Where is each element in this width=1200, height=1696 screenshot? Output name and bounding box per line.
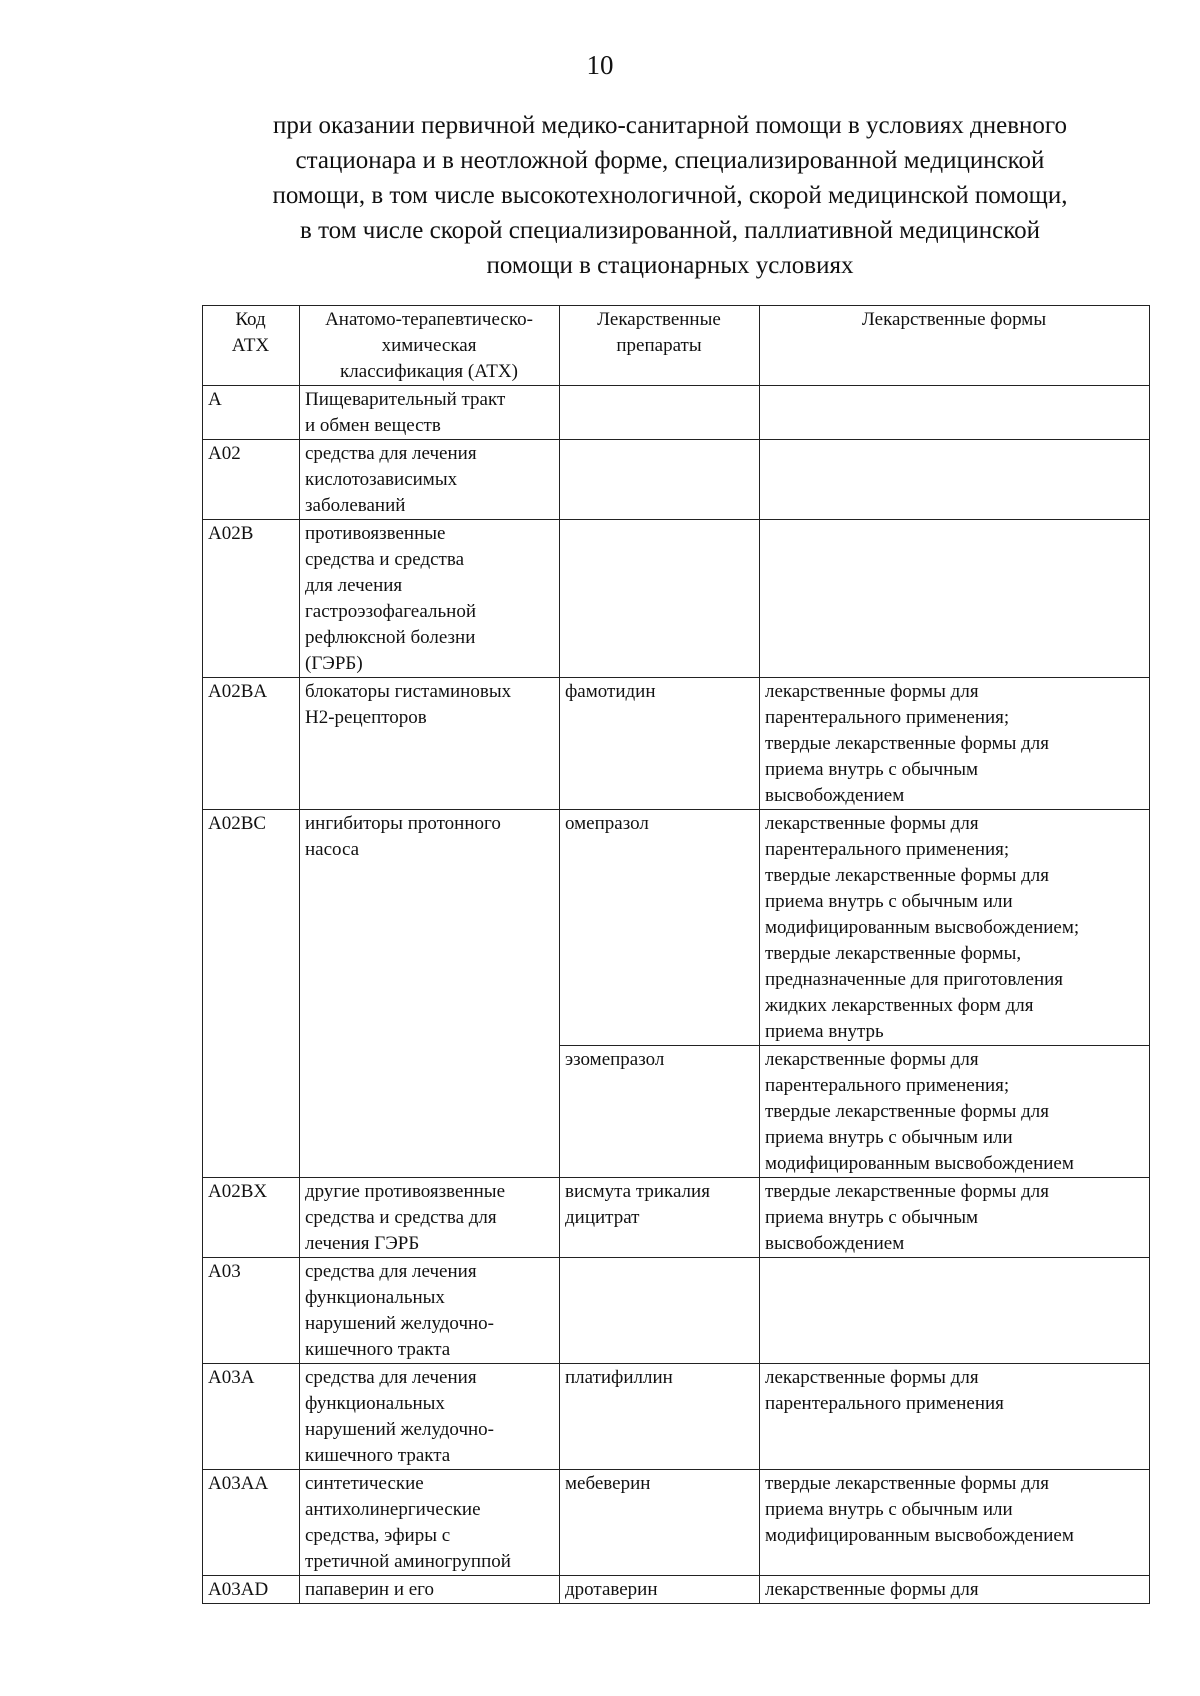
classification-cell bbox=[300, 1576, 560, 1604]
table-row bbox=[203, 1178, 1150, 1258]
classification-cell-line: Пищеварительный тракт bbox=[305, 389, 506, 410]
forms-cell-line: приема внутрь с обычным или bbox=[765, 891, 1013, 912]
forms-cell-line: твердые лекарственные формы для bbox=[765, 865, 1050, 886]
classification-cell-line: третичной аминогруппой bbox=[305, 1551, 511, 1572]
forms-cell-line: лекарственные формы для bbox=[765, 813, 979, 834]
classification-cell-line: другие противоязвенные bbox=[305, 1181, 506, 1202]
forms-cell bbox=[760, 386, 1150, 440]
forms-cell-line: парентерального применения; bbox=[765, 839, 1010, 860]
drug-cell-line: мебеверин bbox=[565, 1473, 651, 1494]
heading-line: в том числе скорой специализированной, паллиативной медицинской bbox=[300, 217, 1040, 244]
forms-cell-line: приема внутрь с обычным или bbox=[765, 1127, 1013, 1148]
forms-cell-line: модифицированным высвобождением bbox=[765, 1525, 1074, 1546]
classification-cell-line: средства, эфиры с bbox=[305, 1525, 451, 1546]
forms-cell-line: лекарственные формы для bbox=[765, 681, 979, 702]
classification-cell-line: кишечного тракта bbox=[305, 1339, 451, 1360]
classification-cell-line: кишечного тракта bbox=[305, 1445, 451, 1466]
forms-cell-line: высвобождением bbox=[765, 1233, 905, 1254]
table-row bbox=[203, 678, 1150, 810]
atx-code-cell: A03AD bbox=[203, 1576, 300, 1604]
forms-cell bbox=[760, 1258, 1150, 1364]
forms-cell bbox=[760, 1576, 1150, 1604]
table-row bbox=[203, 810, 1150, 1046]
classification-cell-line: заболеваний bbox=[305, 495, 406, 516]
forms-cell-line: твердые лекарственные формы для bbox=[765, 1101, 1050, 1122]
classification-cell-line: рефлюксной болезни bbox=[305, 627, 476, 648]
classification-cell bbox=[300, 386, 560, 440]
heading-line: помощи в стационарных условиях bbox=[486, 252, 854, 279]
forms-cell bbox=[760, 1364, 1150, 1470]
classification-cell bbox=[300, 678, 560, 810]
classification-cell-line: средства для лечения bbox=[305, 1261, 477, 1282]
classification-cell-line: функциональных bbox=[305, 1393, 445, 1414]
forms-cell-line: парентерального применения; bbox=[765, 707, 1010, 728]
atx-code-cell: A02B bbox=[203, 520, 300, 678]
drug-cell bbox=[560, 440, 760, 520]
forms-cell-line: твердые лекарственные формы, bbox=[765, 943, 1022, 964]
drug-cell bbox=[560, 1258, 760, 1364]
classification-cell-line: и обмен веществ bbox=[305, 415, 441, 436]
table-row bbox=[203, 1470, 1150, 1576]
forms-cell-line: твердые лекарственные формы для bbox=[765, 1181, 1050, 1202]
table-row bbox=[203, 440, 1150, 520]
forms-cell-line: лекарственные формы для bbox=[765, 1579, 979, 1600]
drug-cell-line: омепразол bbox=[565, 813, 649, 834]
forms-cell bbox=[760, 1046, 1150, 1178]
classification-cell bbox=[300, 1258, 560, 1364]
atx-drug-table bbox=[202, 305, 1150, 1604]
heading-line: при оказании первичной медико-санитарной помощи в условиях дневного bbox=[272, 112, 1068, 139]
header-classification: Анатомо-терапевтическо- химическая классификация (АТХ) bbox=[300, 306, 560, 386]
forms-cell-line: модифицированным высвобождением; bbox=[765, 917, 1080, 938]
drug-cell bbox=[560, 1046, 760, 1178]
drug-cell bbox=[560, 1576, 760, 1604]
classification-cell-line: средства для лечения bbox=[305, 443, 477, 464]
drug-cell bbox=[560, 678, 760, 810]
heading-line: стационара и в неотложной форме, специализированной медицинской bbox=[295, 147, 1045, 174]
atx-code-cell: A03A bbox=[203, 1364, 300, 1470]
forms-cell-line: высвобождением bbox=[765, 785, 905, 806]
atx-code-cell: A02BC bbox=[203, 810, 300, 1178]
header-code: Код АТХ bbox=[203, 306, 300, 386]
classification-cell-line: нарушений желудочно- bbox=[305, 1419, 494, 1440]
page-number: 10 bbox=[586, 50, 614, 80]
classification-cell-line: противоязвенные bbox=[305, 523, 446, 544]
forms-cell-line: парентерального применения; bbox=[765, 1075, 1010, 1096]
classification-cell bbox=[300, 520, 560, 678]
drug-cell-line: платифиллин bbox=[565, 1367, 673, 1388]
classification-cell-line: H2-рецепторов bbox=[305, 707, 427, 728]
document-heading bbox=[200, 108, 1140, 283]
classification-cell bbox=[300, 440, 560, 520]
classification-cell-line: средства и средства для bbox=[305, 1207, 497, 1228]
forms-cell-line: парентерального применения bbox=[765, 1393, 1004, 1414]
header-drug: Лекарственные препараты bbox=[560, 306, 760, 386]
classification-cell-line: кислотозависимых bbox=[305, 469, 458, 490]
table-header-row bbox=[203, 306, 1150, 386]
header-forms: Лекарственные формы bbox=[760, 306, 1150, 386]
drug-cell bbox=[560, 1364, 760, 1470]
forms-cell bbox=[760, 678, 1150, 810]
forms-cell-line: приема внутрь с обычным bbox=[765, 759, 979, 780]
drug-cell-line: эзомепразол bbox=[565, 1049, 665, 1070]
table-row bbox=[203, 520, 1150, 678]
classification-cell bbox=[300, 1470, 560, 1576]
forms-cell-line: лекарственные формы для bbox=[765, 1367, 979, 1388]
atx-code-cell: A bbox=[203, 386, 300, 440]
classification-cell-line: насоса bbox=[305, 839, 360, 860]
classification-cell-line: ингибиторы протонного bbox=[305, 813, 501, 834]
forms-cell bbox=[760, 1178, 1150, 1258]
drug-cell bbox=[560, 520, 760, 678]
classification-cell bbox=[300, 1364, 560, 1470]
forms-cell bbox=[760, 810, 1150, 1046]
classification-cell bbox=[300, 810, 560, 1178]
forms-cell-line: предназначенные для приготовления bbox=[765, 969, 1064, 990]
table-body bbox=[203, 386, 1150, 1604]
classification-cell-line: блокаторы гистаминовых bbox=[305, 681, 512, 702]
table-row bbox=[203, 1576, 1150, 1604]
drug-cell bbox=[560, 1178, 760, 1258]
forms-cell bbox=[760, 440, 1150, 520]
forms-cell bbox=[760, 520, 1150, 678]
heading-line: помощи, в том числе высокотехнологичной, скорой медицинской помощи, bbox=[272, 182, 1068, 209]
classification-cell-line: синтетические bbox=[305, 1473, 424, 1494]
classification-cell-line: средства и средства bbox=[305, 549, 465, 570]
forms-cell-line: твердые лекарственные формы для bbox=[765, 733, 1050, 754]
forms-cell-line: приема внутрь с обычным или bbox=[765, 1499, 1013, 1520]
classification-cell-line: функциональных bbox=[305, 1287, 445, 1308]
classification-cell-line: средства для лечения bbox=[305, 1367, 477, 1388]
forms-cell-line: приема внутрь с обычным bbox=[765, 1207, 979, 1228]
atx-code-cell: A03AA bbox=[203, 1470, 300, 1576]
forms-cell-line: модифицированным высвобождением bbox=[765, 1153, 1074, 1174]
drug-cell bbox=[560, 386, 760, 440]
classification-cell-line: лечения ГЭРБ bbox=[305, 1233, 420, 1254]
classification-cell-line: гастроэзофагеальной bbox=[305, 601, 477, 622]
forms-cell-line: жидких лекарственных форм для bbox=[765, 995, 1034, 1016]
forms-cell bbox=[760, 1470, 1150, 1576]
drug-cell-line: фамотидин bbox=[565, 681, 656, 702]
atx-code-cell: A03 bbox=[203, 1258, 300, 1364]
forms-cell-line: приема внутрь bbox=[765, 1021, 884, 1042]
drug-cell bbox=[560, 810, 760, 1046]
classification-cell-line: антихолинергические bbox=[305, 1499, 481, 1520]
forms-cell-line: твердые лекарственные формы для bbox=[765, 1473, 1050, 1494]
atx-code-cell: A02 bbox=[203, 440, 300, 520]
atx-code-cell: A02BX bbox=[203, 1178, 300, 1258]
classification-cell-line: (ГЭРБ) bbox=[305, 653, 363, 674]
table-row bbox=[203, 386, 1150, 440]
drug-cell-line: висмута трикалия bbox=[565, 1181, 710, 1202]
classification-cell bbox=[300, 1178, 560, 1258]
drug-cell-line: дицитрат bbox=[565, 1207, 640, 1228]
classification-cell-line: для лечения bbox=[305, 575, 403, 596]
atx-code-cell: A02BA bbox=[203, 678, 300, 810]
classification-cell-line: папаверин и его bbox=[305, 1579, 435, 1600]
classification-cell-line: нарушений желудочно- bbox=[305, 1313, 494, 1334]
drug-cell bbox=[560, 1470, 760, 1576]
forms-cell-line: лекарственные формы для bbox=[765, 1049, 979, 1070]
table-row bbox=[203, 1364, 1150, 1470]
table-row bbox=[203, 1258, 1150, 1364]
drug-cell-line: дротаверин bbox=[565, 1579, 658, 1600]
